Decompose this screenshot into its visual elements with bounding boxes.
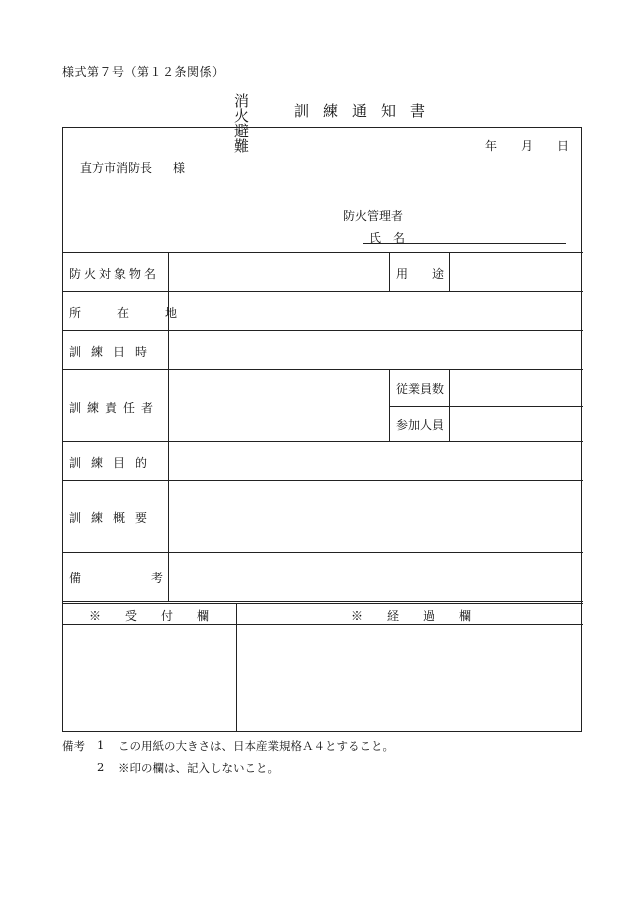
title-stack-bottom: 避難 bbox=[234, 122, 265, 155]
remarks-label-right: 考 bbox=[151, 571, 164, 585]
title-stack-top: 消火 bbox=[234, 92, 265, 125]
training-datetime-label: 訓練日時 bbox=[69, 345, 158, 359]
progress-heading: ※ 経 過 欄 bbox=[351, 609, 472, 623]
name-label: 氏 名 bbox=[369, 231, 406, 245]
employees-label: 従業員数 bbox=[396, 382, 445, 396]
note-2-number: 2 bbox=[97, 760, 105, 774]
object-name-label: 防火対象物名 bbox=[69, 267, 160, 281]
form-number-label: 様式第７号（第１２条関係） bbox=[62, 65, 225, 79]
location-label: 所 在 地 bbox=[69, 306, 190, 320]
date-month-label: 月 bbox=[521, 139, 534, 153]
date-day-label: 日 bbox=[557, 139, 570, 153]
divider bbox=[63, 480, 583, 481]
column-divider bbox=[389, 252, 390, 291]
usage-label: 用 途 bbox=[396, 267, 445, 281]
manager-label: 防火管理者 bbox=[343, 209, 404, 223]
divider bbox=[63, 291, 583, 292]
responsible-label: 訓練責任者 bbox=[69, 401, 160, 415]
divider bbox=[63, 252, 583, 253]
divider bbox=[63, 441, 583, 442]
divider bbox=[63, 624, 583, 625]
divider bbox=[63, 369, 583, 370]
column-divider bbox=[449, 252, 450, 291]
divider bbox=[63, 552, 583, 553]
divider bbox=[389, 406, 583, 407]
divider bbox=[63, 601, 583, 602]
participants-label: 参加人員 bbox=[396, 418, 445, 432]
note-1-text: この用紙の大きさは、日本産業規格Ａ４とすること。 bbox=[118, 739, 394, 753]
honorific-label: 様 bbox=[173, 161, 186, 175]
column-divider bbox=[389, 369, 390, 441]
remarks-label-left: 備 bbox=[69, 571, 82, 585]
form-table bbox=[62, 127, 582, 732]
addressee-label: 直方市消防長 bbox=[80, 161, 153, 175]
summary-label: 訓練概要 bbox=[69, 511, 158, 525]
date-year-label: 年 bbox=[485, 139, 498, 153]
note-1-number: 1 bbox=[97, 738, 105, 752]
column-divider bbox=[449, 369, 450, 441]
title-main: 訓練通知書 bbox=[294, 102, 440, 120]
divider bbox=[63, 603, 583, 604]
reception-heading: ※ 受 付 欄 bbox=[89, 609, 210, 623]
purpose-label: 訓練目的 bbox=[69, 456, 158, 470]
name-underline bbox=[363, 243, 566, 244]
note-2-text: ※印の欄は、記入しないこと。 bbox=[118, 761, 279, 775]
notes-label: 備考 bbox=[62, 739, 85, 753]
divider bbox=[63, 330, 583, 331]
footer-column-divider bbox=[236, 603, 237, 732]
